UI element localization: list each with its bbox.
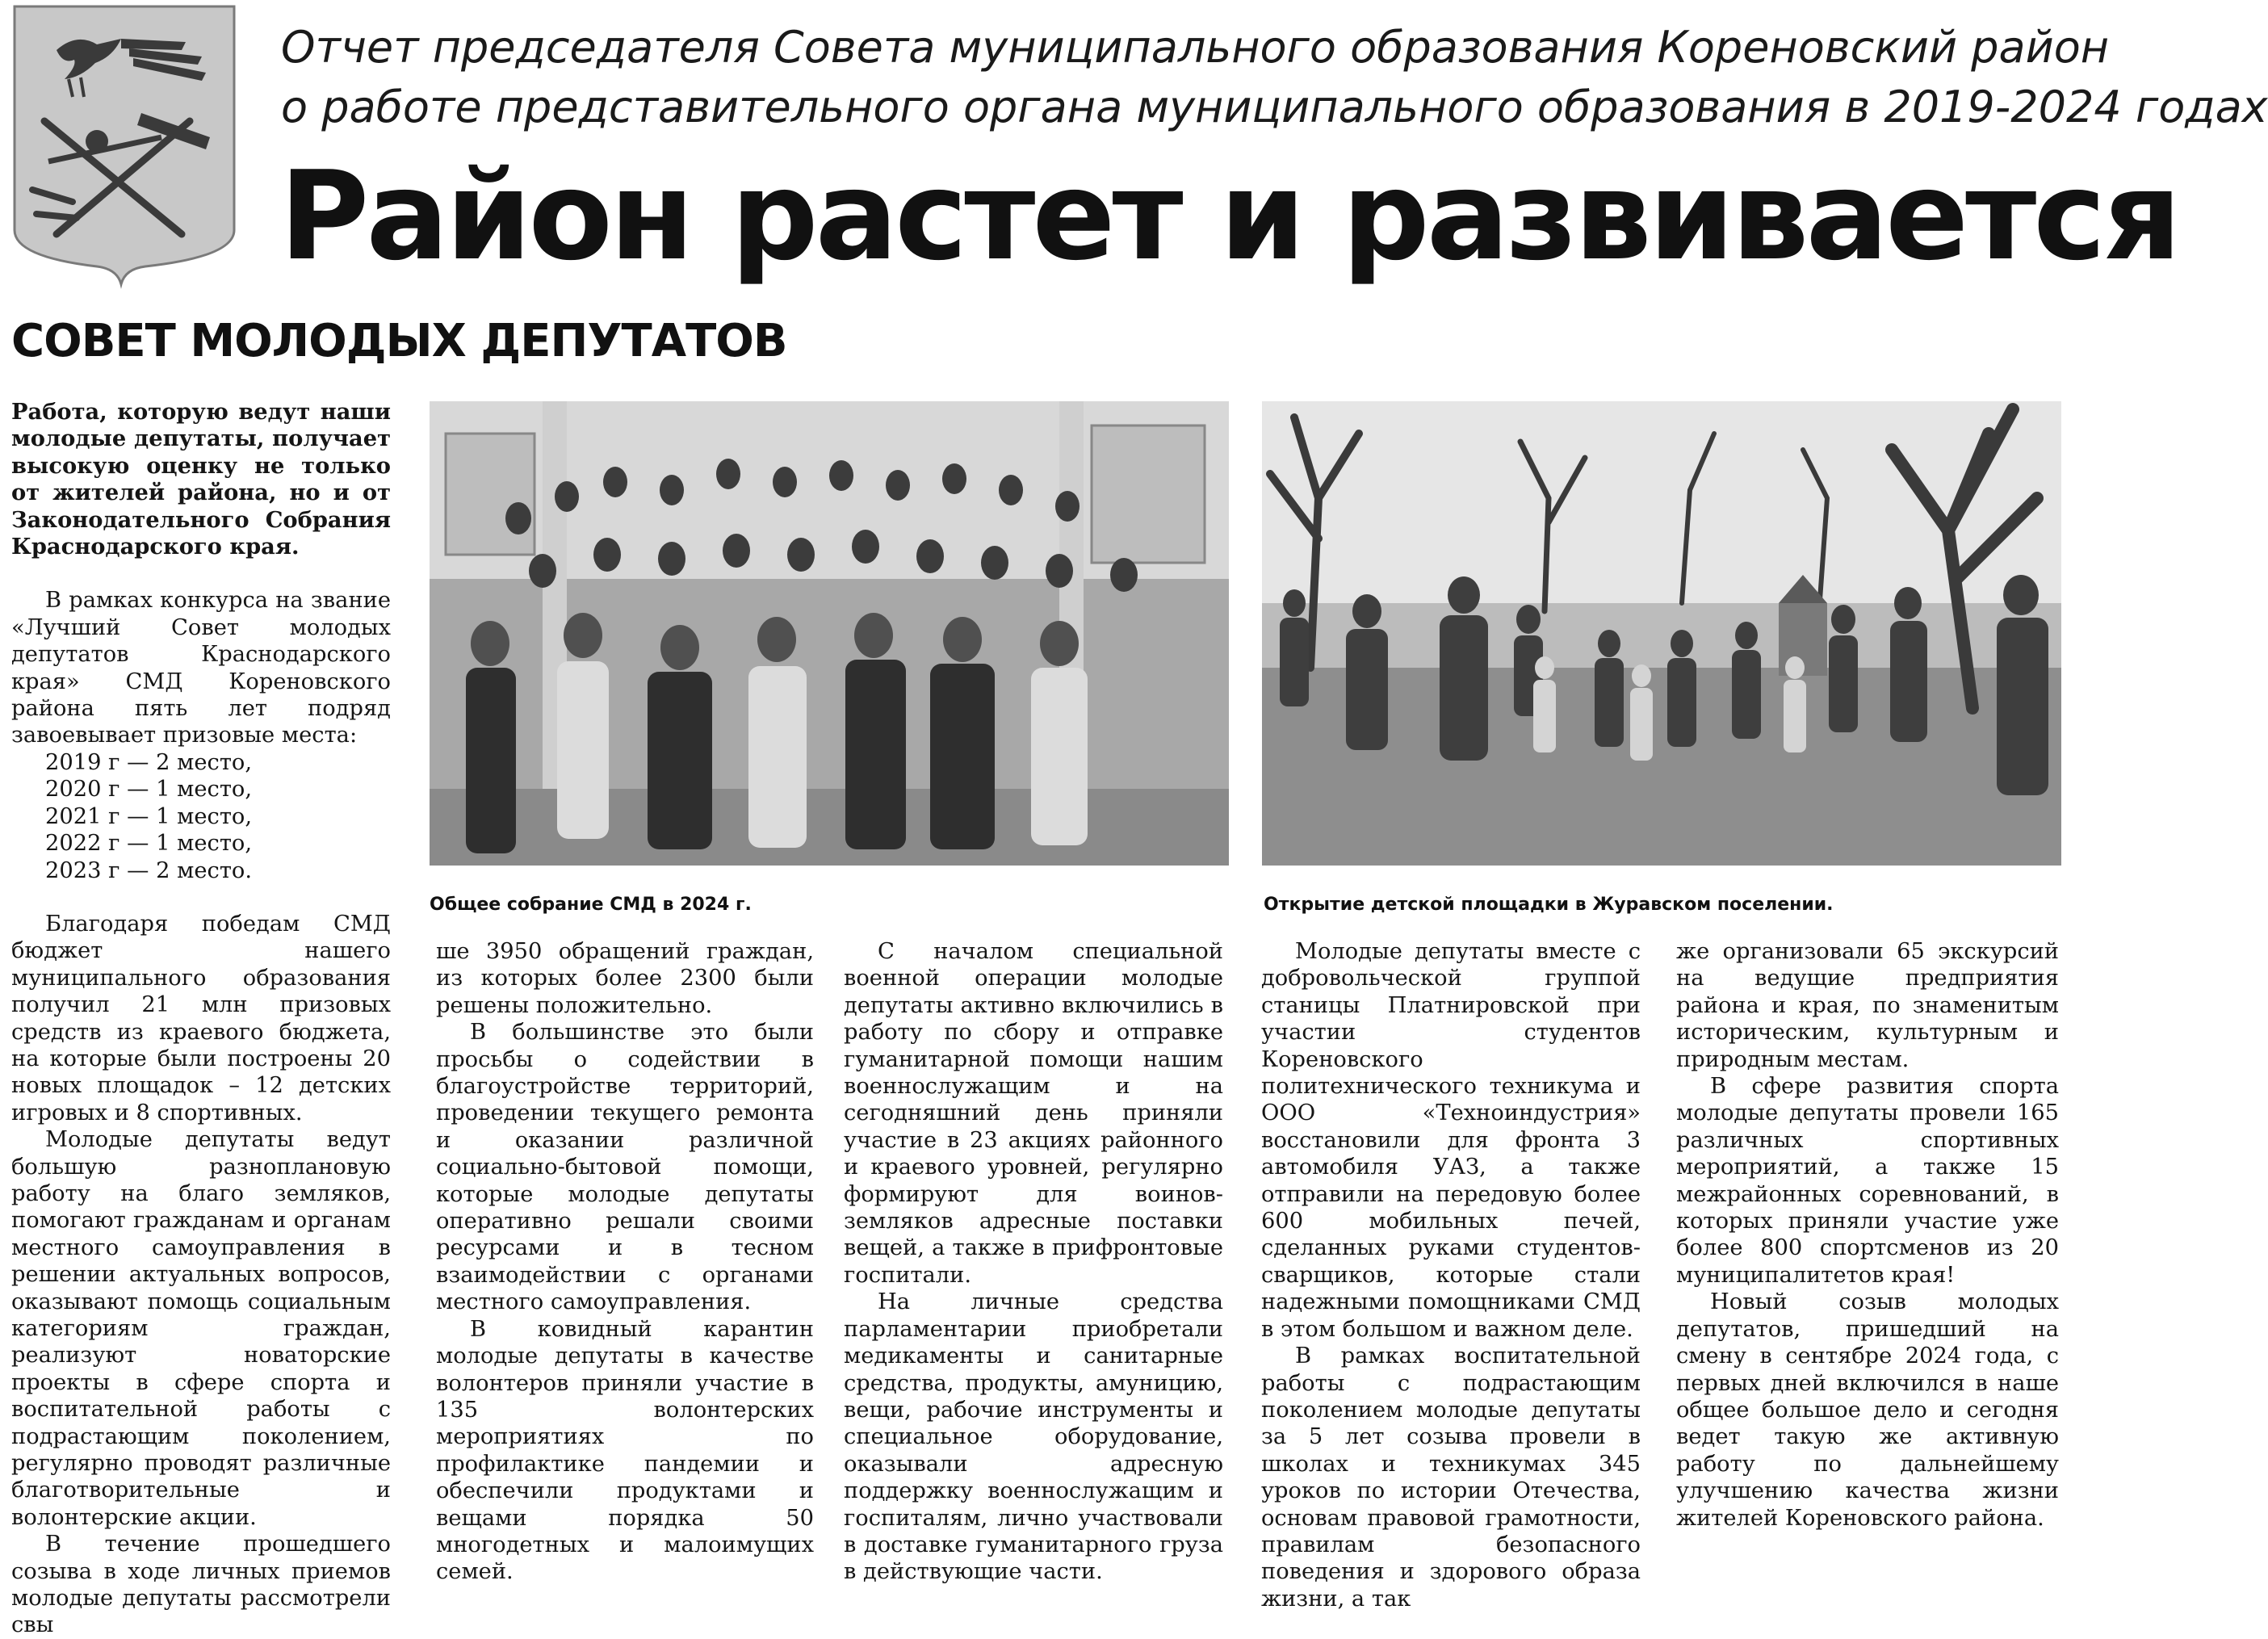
- list-item: 2023 г — 2 место.: [45, 857, 253, 883]
- article-column-2: [436, 938, 814, 1585]
- prize-places-list: [11, 749, 391, 884]
- article-paragraph: Благодаря победам СМД бюджет нашего муниципального образования получил 21 млн призовых средств из краевого бюджета, на которые были построены 20 новых площадок – 12 детских игровых и 8 спортивных.: [11, 911, 391, 1126]
- group-photo-icon: [430, 401, 1229, 866]
- article-paragraph: Молодые депутаты ведут большую разноплановую работу на благо земляков, помогают гражданам и органам местного самоуправления в решении актуальных вопросов, оказывают помощь социальным категориям граждан, реализуют новаторские проекты в сфере спорта и воспитательной работы с подрастающим поколением, регулярно проводят различные благотворительные и волонтерские акции.: [11, 1127, 391, 1530]
- article-lead: Работа, которую ведут наши молодые депутаты, получает высокую оценку не только от жителей района, но и от Законодательного Собрания Краснодарского края.: [11, 399, 391, 560]
- article-paragraph: ше 3950 обращений граждан, из которых более 2300 были решены положительно.: [436, 939, 814, 1018]
- photo-caption: Общее собрание СМД в 2024 г.: [430, 895, 752, 915]
- district-coat-of-arms-icon: [0, 0, 242, 287]
- article-paragraph: Молодые депутаты вместе с добровольческой группой станицы Платнировской при участии студентов Кореновского политехнического техникума и ООО «Техноиндустрия» восстановили для фронта 3 автомобиля УАЗ, а также отправили на передовую более 600 мобильных печей, сделанных руками студентов-сварщиков, которые стали надежными помощниками СМД в этом большом и важном деле.: [1261, 939, 1641, 1342]
- list-item: 2021 г — 1 место,: [45, 803, 253, 829]
- section-title: СОВЕТ МОЛОДЫХ ДЕПУТАТОВ: [11, 315, 787, 367]
- article-column-3: [844, 938, 1223, 1585]
- article-paragraph: же организовали 65 экскурсий на ведущие предприятия района и края, по знаменитым историческим, культурным и природным местам.: [1676, 939, 2059, 1072]
- photo-caption: Открытие детской площадки в Журавском поселении.: [1264, 895, 1834, 915]
- list-item: 2022 г — 1 место,: [45, 831, 253, 857]
- article-paragraph: В рамках конкурса на звание «Лучший Совет молодых депутатов Краснодарского края» СМД Кореновского района пять лет подряд завоевывает призовые места:: [11, 588, 391, 748]
- article-paragraph: В сфере развития спорта молодые депутаты провели 165 различных спортивных мероприятий, а также 15 межрайонных соревнований, в которых приняли участие уже более 800 спортсменов из 20 муниципалитетов края!: [1676, 1074, 2059, 1288]
- article-paragraph: В рамках воспитательной работы с подрастающим поколением молодые депутаты за 5 лет созыва провели в школах и техникумах 345 уроков по истории Отечества, основам правовой грамотности, правилам безопасного поведения и здорового образа жизни, а так: [1261, 1343, 1641, 1612]
- article-paragraph: В ковидный карантин молодые депутаты в качестве волонтеров приняли участие в 135 волонтерских мероприятиях по профилактике пандемии и обеспечили продуктами и вещами порядка 50 многодетных и малоимущих семей.: [436, 1316, 814, 1585]
- article-column-4: [1261, 938, 1641, 1612]
- list-item: 2020 г — 1 место,: [45, 777, 253, 803]
- subtitle-line-1: Отчет председателя Совета муниципального образования Кореновский район: [281, 22, 2110, 73]
- headline: Район растет и развивается: [279, 145, 2178, 287]
- article-paragraph: В большинстве это были просьбы о содействии в благоустройстве территорий, проведении текущего ремонта и оказании различной социально-бытовой помощи, которые молодые депутаты оперативно решали своими ресурсами и в тесном взаимодействии с органами местного самоуправления.: [436, 1020, 814, 1315]
- report-subtitle: [281, 18, 2268, 137]
- article-column-5: [1676, 938, 2059, 1529]
- article-paragraph: На личные средства парламентарии приобретали медикаменты и санитарные средства, продукты, амуницию, вещи, рабочие инструменты и специальное оборудование, оказывали адресную поддержку военнослужащим и госпиталям, лично участвовали в доставке гуманитарного груза в действующие части.: [844, 1289, 1223, 1585]
- article-paragraph: С началом специальной военной операции молодые депутаты активно включились в работу по сбору и отправке гуманитарной помощи нашим военнослужащим и на сегодняшний день приняли участие в 23 акциях районного и краевого уровней, регулярно формируют для воинов-земляков адресные поставки вещей, а также в прифронтовые госпитали.: [844, 939, 1223, 1288]
- subtitle-line-2: о работе представительного органа муниципального образования в 2019-2024 годах: [281, 82, 2268, 132]
- article-paragraph: В течение прошедшего созыва в ходе личных приемов молодые депутаты рассмотрели свы: [11, 1532, 391, 1638]
- list-item: 2019 г — 2 место,: [45, 749, 253, 775]
- article-column-1: [11, 399, 391, 1638]
- playground-photo-icon: [1262, 401, 2061, 866]
- article-paragraph: Новый созыв молодых депутатов, пришедший на смену в сентябре 2024 года, с первых дней включился в наше общее большое дело и сегодня ведет такую же активную работу по дальнейшему улучшению качества жизни жителей Кореновского района.: [1676, 1289, 2059, 1531]
